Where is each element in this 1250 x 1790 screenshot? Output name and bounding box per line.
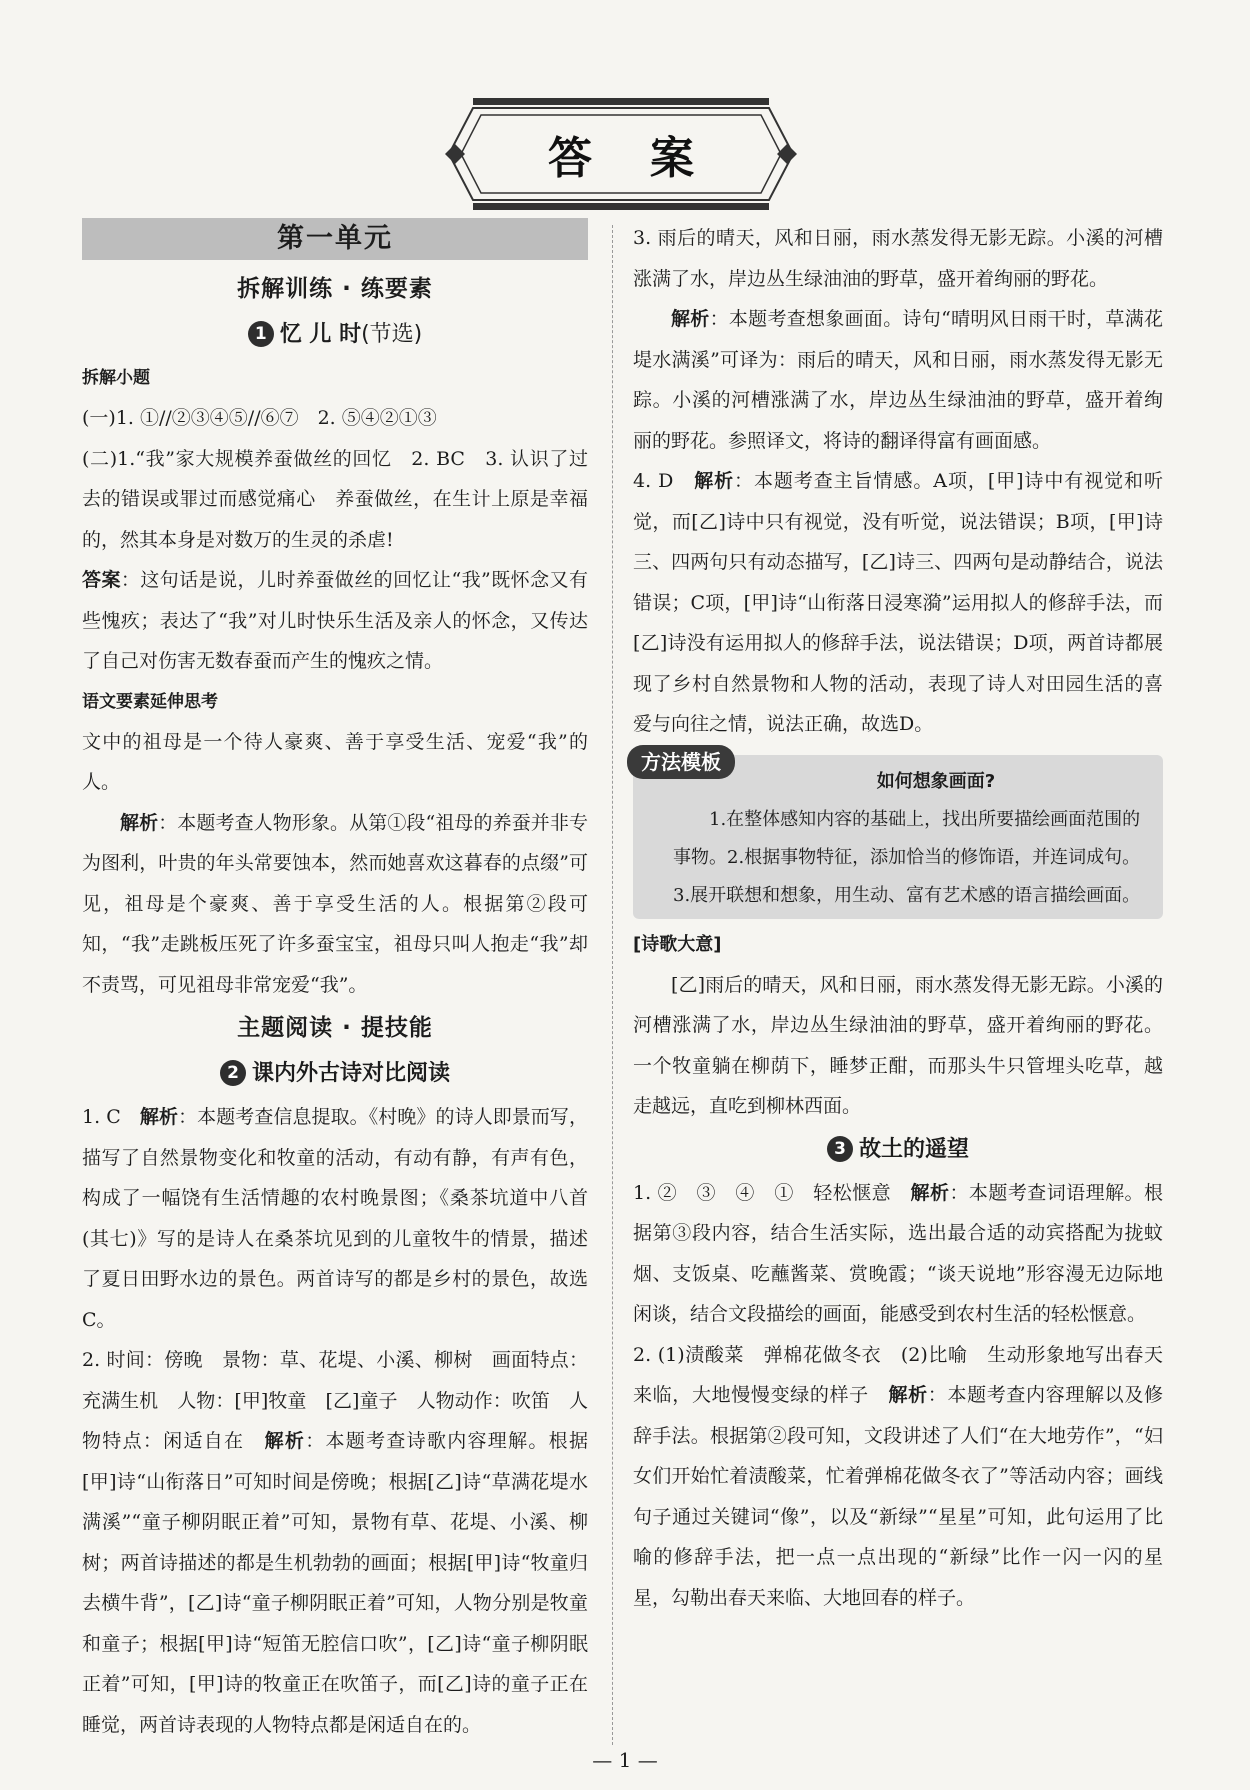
section-heading-2: 主题阅读 · 提技能 — [237, 1015, 433, 1041]
method-text: 1.在整体感知内容的基础上，找出所要描绘画面范围的事物。2.根据事物特征，添加恰当的修饰语，并连词成句。3.展开联想和想象，用生动、富有艺术感的语言描绘画面。 — [673, 808, 1141, 906]
question-2 — [82, 1340, 588, 1745]
left-column — [82, 218, 588, 1745]
analysis-label: 解析 — [671, 308, 710, 330]
question-1 — [82, 1097, 588, 1340]
method-title: 如何想象画面? — [876, 770, 996, 792]
unit-heading: 第一单元 — [82, 218, 588, 260]
question-1-answer: 1. C — [82, 1106, 140, 1128]
answer-text: ：这句话是说，儿时养蚕做丝的回忆让“我”既怀念又有些愧疚；表达了“我”对儿时快乐生活及亲人的怀念，又传达了自己对伤害无数春蚕而产生的愧疚之情。 — [82, 569, 588, 672]
title-banner — [445, 98, 797, 210]
lesson-title-suffix: (节选) — [361, 322, 423, 347]
poem-meaning-heading: [诗歌大意] — [633, 933, 722, 955]
subsection-heading-1: 拆解小题 — [82, 368, 150, 388]
analysis-label: 解析 — [264, 1430, 306, 1452]
answer-explanation — [82, 560, 588, 682]
lesson-number-badge: 2 — [220, 1060, 246, 1086]
lesson3-question-1-answer: 1. ② ③ ④ ① 轻松惬意 — [633, 1181, 911, 1204]
lesson3-question-2-analysis: ：本题考查内容理解以及修辞手法。根据第②段可知，文段讲述了人们“在大地劳作”，“妇女们开始忙着渍酸菜，忙着弹棉花做冬衣了”等活动内容；画线句子通过关键词“像”，以及“新绿”“星星”可知，此句运用了比喻的修辞手法，把一点一点出现的“新绿”比作一闪一闪的星星，勾勒出春天来临、大地回春的样子。 — [633, 1384, 1163, 1609]
question-4 — [633, 461, 1163, 745]
question-2-analysis: ：本题考查诗歌内容理解。根据[甲]诗“山衔落日”可知时间是傍晚；根据[乙]诗“草满花堤水满溪”“童子柳阴眠正着”可知，景物有草、花堤、小溪、柳树；两首诗描述的都是生机勃勃的画面；根据[甲]诗“牧童归去横牛背”，[乙]诗“童子柳阴眠正着”可知，人物分别是牧童和童子；根据[甲]诗“短笛无腔信口吹”，[乙]诗“童子柳阴眠正着”可知，[甲]诗的牧童正在吹笛子，而[乙]诗的童子正在睡觉，两首诗表现的人物特点都是闲适自在的。 — [82, 1430, 588, 1736]
thinking-analysis — [82, 803, 588, 1006]
answer-part-1: (一)1. ①//②③④⑤//⑥⑦ 2. ⑤④②①③ — [82, 407, 437, 429]
lesson3-question-2-answer: 2. (1)渍酸菜 弹棉花做冬衣 (2)比喻 生动形象地写出春天来临，大地慢慢变绿的样子 — [633, 1343, 1163, 1406]
column-divider — [612, 225, 613, 1745]
answer-part-2: (二)1.“我”家大规模养蚕做丝的回忆 2. BC 3. 认识了过去的错误或罪过而感觉痛心 养蚕做丝，在生计上原是幸福的，然其本身是对数万的生灵的杀虐! — [82, 447, 588, 551]
lesson-title: 故土的遥望 — [858, 1136, 969, 1162]
lesson-number-badge: 3 — [827, 1136, 853, 1162]
poem-meaning-text: [乙]雨后的晴天，风和日丽，雨水蒸发得无影无踪。小溪的河槽涨满了水，岸边丛生绿油油的野草，盛开着绚丽的野花。一个牧童躺在柳荫下，睡梦正酣，而那头牛只管埋头吃草，越走越远，直吃到柳林西面。 — [633, 973, 1163, 1117]
question-4-answer: 4. D — [633, 470, 695, 492]
answer-label: 答案 — [82, 569, 121, 591]
right-column — [633, 218, 1163, 1618]
analysis-label: 解析 — [888, 1384, 928, 1406]
thinking-answer: 文中的祖母是一个待人豪爽、善于享受生活、宠爱“我”的人。 — [82, 730, 588, 793]
question-3-answer: 3. 雨后的晴天，风和日丽，雨水蒸发得无影无踪。小溪的河槽涨满了水，岸边丛生绿油油的野草，盛开着绚丽的野花。 — [633, 227, 1163, 290]
lesson3-question-1 — [633, 1173, 1163, 1335]
lesson-heading-3 — [633, 1127, 1163, 1173]
lesson-heading-2 — [82, 1051, 588, 1097]
analysis-label: 解析 — [694, 470, 735, 492]
analysis-label: 解析 — [910, 1181, 950, 1204]
question-4-analysis: ：本题考查主旨情感。A项，[甲]诗中有视觉和听觉，而[乙]诗中只有视觉，没有听觉，说法错误；B项，[甲]诗三、四两句只有动态描写，[乙]诗三、四两句是动静结合，说法错误；C项，[甲]诗“山衔落日浸寒漪”运用拟人的修辞手法，而[乙]诗没有运用拟人的修辞手法，说法错误；D项，两首诗都展现了乡村自然景物和人物的活动，表现了诗人对田园生活的喜爱与向往之情，说法正确，故选D。 — [633, 470, 1163, 735]
lesson3-question-2 — [633, 1335, 1163, 1619]
question-3-analysis — [633, 299, 1163, 461]
analysis-text: ：本题考查人物形象。从第①段“祖母的养蚕并非专为图利，叶贵的年头常要蚀本，然而她喜欢这暮春的点缀”可见，祖母是个豪爽、善于享受生活的人。根据第②段可知，“我”走跳板压死了许多蚕宝宝，祖母只叫人抱走“我”却不责骂，可见祖母非常宠爱“我”。 — [82, 811, 588, 996]
analysis-label: 解析 — [120, 811, 159, 834]
analysis-label: 解析 — [139, 1106, 179, 1128]
page-title: 答案 — [548, 133, 752, 184]
lesson-title: 忆 儿 时 — [279, 322, 362, 347]
lesson3-question-1-analysis: ：本题考查词语理解。根据第③段内容，结合生活实际，选出最合适的动宾搭配为拢蚊烟、支饭桌、吃蘸酱菜、赏晚霞；“谈天说地”形容漫无边际地闲谈，结合文段描绘的画面，能感受到农村生活的轻松惬意。 — [633, 1181, 1163, 1325]
page-number: — 1 — — [592, 1748, 658, 1772]
lesson-heading-1 — [82, 312, 588, 358]
method-tag: 方法模板 — [627, 745, 735, 779]
lesson-title: 课内外古诗对比阅读 — [251, 1061, 450, 1086]
method-template-box — [633, 749, 1163, 919]
subsection-heading-2: 语文要素延伸思考 — [82, 691, 218, 712]
question-1-analysis: ：本题考查信息提取。《村晚》的诗人即景而写，描写了自然景物变化和牧童的活动，有动有静，有声有色，构成了一幅饶有生活情趣的农村晚景图；《桑茶坑道中八首(其七)》写的是诗人在桑茶坑见到的儿童牧牛的情景，描述了夏日田野水边的景色。两首诗写的都是乡村的景色，故选C。 — [82, 1106, 588, 1331]
question-2-answer: 2. 时间：傍晚 景物：草、花堤、小溪、柳树 画面特点：充满生机 人物：[甲]牧童 [乙]童子 人物动作：吹笛 人物特点：闲适自在 — [82, 1349, 588, 1452]
analysis-text: ：本题考查想象画面。诗句“晴明风日雨干时，草满花堤水满溪”可译为：雨后的晴天，风和日丽，雨水蒸发得无影无踪。小溪的河槽涨满了水，岸边丛生绿油油的野草，盛开着绚丽的野花。参照译文，将诗的翻译得富有画面感。 — [633, 308, 1163, 452]
lesson-number-badge: 1 — [248, 321, 274, 347]
section-heading-1: 拆解训练 · 练要素 — [237, 276, 433, 302]
